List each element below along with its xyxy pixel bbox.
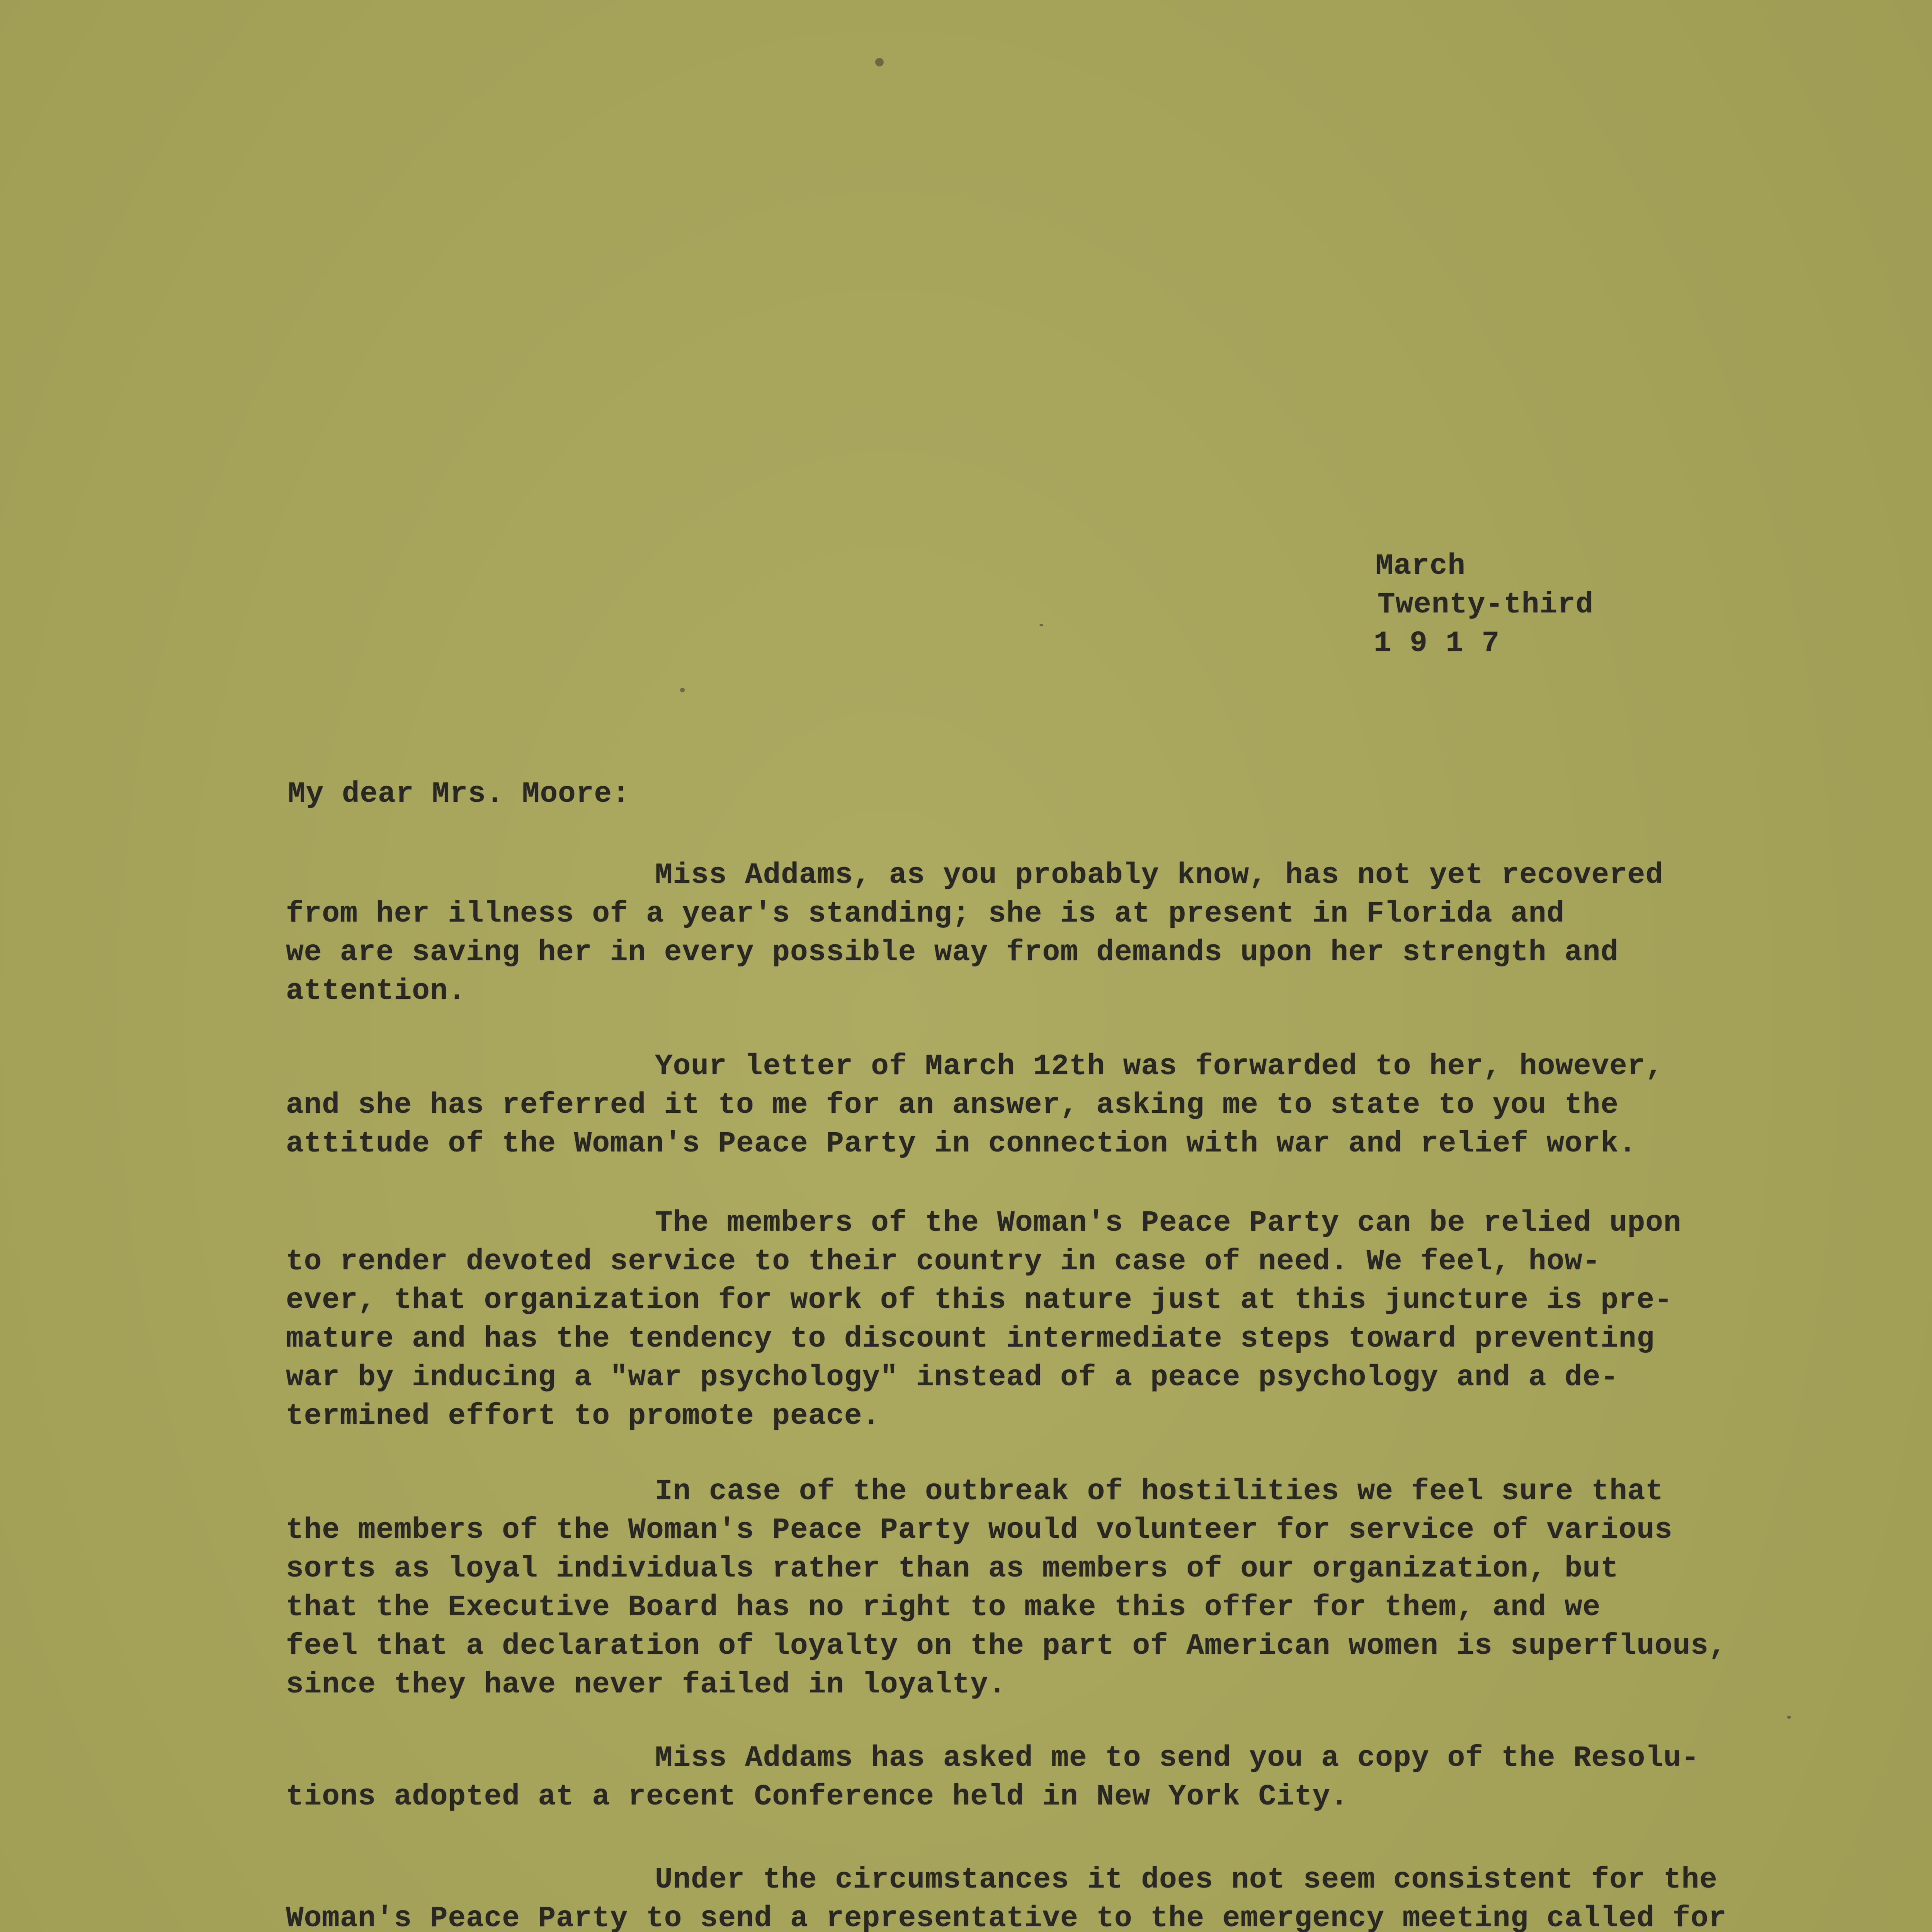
paragraph-line: Woman's Peace Party to send a representative to the emergency meeting called for bbox=[286, 1902, 1727, 1932]
paragraph-line: mature and has the tendency to discount intermediate steps toward preventing bbox=[286, 1322, 1655, 1355]
paragraph-line: that the Executive Board has no right to make this offer for them, and we bbox=[286, 1591, 1601, 1624]
paragraph-1 bbox=[286, 856, 1824, 1010]
paragraph-line: and she has referred it to me for an answer, asking me to state to you the bbox=[286, 1088, 1619, 1122]
paragraph-line: we are saving her in every possible way from demands upon her strength and bbox=[286, 936, 1619, 969]
paragraph-line: ever, that organization for work of this nature just at this juncture is pre- bbox=[286, 1284, 1673, 1317]
paragraph-line: tions adopted at a recent Conference held in New York City. bbox=[286, 1780, 1349, 1813]
paragraph-line: Miss Addams, as you probably know, has not yet recovered bbox=[655, 859, 1664, 892]
paragraph-line: the members of the Woman's Peace Party would volunteer for service of various bbox=[286, 1514, 1673, 1547]
paragraph-line: from her illness of a year's standing; she is at present in Florida and bbox=[286, 897, 1565, 930]
paper-speck bbox=[1039, 624, 1043, 626]
paragraph-6 bbox=[286, 1861, 1824, 1932]
paragraph-line: sorts as loyal individuals rather than as members of our organization, but bbox=[286, 1552, 1619, 1585]
paragraph-line: Your letter of March 12th was forwarded to her, however, bbox=[655, 1050, 1664, 1083]
paper-speck bbox=[875, 58, 884, 66]
paragraph-line: Miss Addams has asked me to send you a copy of the Resolu- bbox=[655, 1742, 1700, 1775]
paragraph-line: attitude of the Woman's Peace Party in connection with war and relief work. bbox=[286, 1127, 1637, 1160]
paragraph-line: Under the circumstances it does not seem consistent for the bbox=[655, 1863, 1718, 1896]
paragraph-line: In case of the outbreak of hostilities we feel sure that bbox=[655, 1475, 1664, 1508]
salutation: My dear Mrs. Moore: bbox=[288, 777, 630, 811]
paragraph-2 bbox=[286, 1047, 1824, 1163]
date-day: Twenty-third bbox=[1378, 588, 1594, 621]
paragraph-line: feel that a declaration of loyalty on the part of American women is superfluous, bbox=[286, 1629, 1727, 1663]
paragraph-line: to render devoted service to their country in case of need. We feel, how- bbox=[286, 1245, 1601, 1278]
paragraph-line: termined effort to promote peace. bbox=[286, 1400, 881, 1433]
paragraph-line: since they have never failed in loyalty. bbox=[286, 1668, 1007, 1701]
paragraph-3 bbox=[286, 1204, 1824, 1435]
paragraph-line: attention. bbox=[286, 975, 466, 1008]
date-month: March bbox=[1376, 549, 1466, 583]
paragraph-line: war by inducing a "war psychology" instead of a peace psychology and a de- bbox=[286, 1361, 1619, 1394]
paragraph-4 bbox=[286, 1472, 1824, 1704]
paragraph-line: The members of the Woman's Peace Party can be relied upon bbox=[655, 1206, 1682, 1240]
paper-speck bbox=[1787, 1716, 1791, 1719]
paper-speck bbox=[680, 688, 685, 692]
paragraph-5 bbox=[286, 1739, 1824, 1816]
date-year: 1 9 1 7 bbox=[1374, 627, 1500, 660]
